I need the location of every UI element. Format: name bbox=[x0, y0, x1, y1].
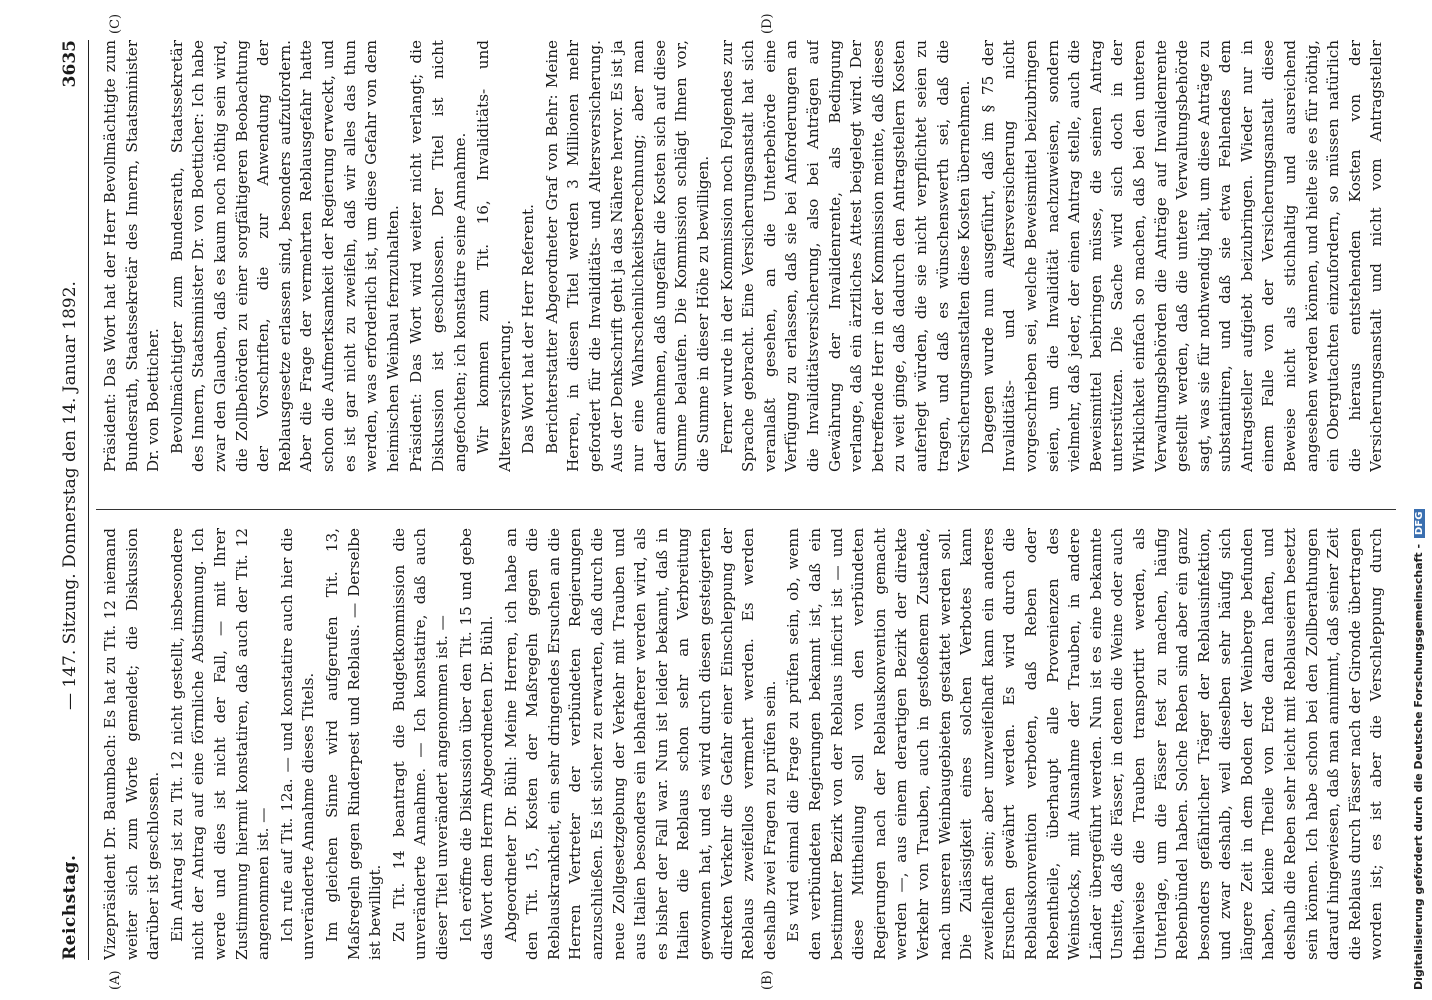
paragraph: Präsident: Das Wort wird weiter nicht verlangt; die Diskussion ist geschlossen. Der Titel ist nicht angefochten; ich konstatire seine Annahme. bbox=[407, 40, 469, 472]
column-divider bbox=[96, 509, 1396, 510]
paragraph: Ferner wurde in der Kommission noch Folgendes zur Sprache gebracht. Eine Versicherungsanstalt hat sich veranlaßt gesehen, an die Unterbehörde eine Verfügung zu erlassen, daß sie bei Anforderungen an die Invaliditätsversicherung, also bei Anträgen auf Gewährung der Invalidenrente, als Bedingung verlange, daß ein ärztliches Attest beigelegt wird. Der betreffende Herr in der Kommission meinte, daß dieses zu weit ginge, daß dadurch den Antragstellern Kosten auferlegt würden, die sie nicht verpflichtet seien zu tragen, und daß es wünschenswerth sei, daß die Versicherungsanstalten diese Kosten übernehmen. bbox=[717, 40, 974, 472]
header-rule bbox=[88, 40, 89, 960]
header-left: Reichstag. bbox=[60, 854, 80, 960]
paragraph: Bevollmächtigter zum Bundesrath, Staatssekretär des Innern, Staatsminister Dr. von Boetticher: Ich habe zwar den Glauben, daß es kaum noch nöthig sein wird, die Zollbehörden zu einer sorgfältigeren Beobachtung der Vorschriften, die zur Anwendung der Reblausgesetze erlassen sind, besonders aufzufordern. Aber die Frage der vermehrten Reblausgefahr hatte schon die Aufmerksamkeit der Regierung erweckt, und es ist gar nicht zu zweifeln, daß wir alles das thun werden, was erforderlich ist, um diese Gefahr von dem heimischen Weinbau fernzuhalten. bbox=[167, 40, 402, 472]
paragraph: Präsident: Das Wort hat der Herr Bevollmächtigte zum Bundesrath, Staatssekretär des Innern, Staatsminister Dr. von Boetticher. bbox=[101, 40, 163, 472]
paragraph: Es wird einmal die Frage zu prüfen sein, ob, wenn den verbündeten Regierungen bekannt ist, daß ein bestimmter Bezirk von der Reblaus inficirt ist — und diese Mittheilung soll von den verbündeten Regierungen nach der Reblauskonvention gemacht werden —, aus einem derartigen Bezirk der direkte Verkehr von Trauben, auch in gestoßenem Zustande, nach unseren Weinbaugebieten gestattet werden soll. Die Zulässigkeit eines solchen Verbotes kann zweifelhaft sein; aber unzweifelhaft kann ein anderes Ersuchen gewährt werden. Es wird durch die Reblauskonvention verboten, daß Reben oder Rebentheile, überhaupt alle Provenienzen des Weinstocks, mit Ausnahme der Trauben, in andere Länder übergeführt werden. Nun ist es eine bekannte Unsitte, daß die Fässer, in denen die Weine oder auch theilweise die Trauben transportirt werden, als Unterlage, um die Fässer fest zu machen, häufig Rebenbündel haben. Solche Reben sind aber ein ganz besonders gefährlicher Träger der Reblausinfektion, und zwar deshalb, weil dieselben sehr häufig sich längere Zeit in dem Boden der Weinberge befunden haben, kleine Theile von Erde daran haften, und deshalb die Reben sehr leicht mit Reblauseiern besetzt sein können. Ich habe schon bei den Zollberathungen darauf hingewiesen, daß man annimmt, daß seiner Zeit die Reblaus durch Fässer nach der Gironde übertragen worden ist; es ist aber die Verschleppung durch bbox=[784, 528, 1386, 960]
paragraph: Im gleichen Sinne wird aufgerufen Tit. 13, Maßregeln gegen Rinderpest und Reblaus. — Derselbe ist bewilligt. bbox=[322, 528, 385, 960]
paragraph: Das Wort hat der Herr Referent. bbox=[519, 204, 538, 454]
paragraph: Wir kommen zum Tit. 16, Invaliditäts- und Altersversicherung. bbox=[474, 40, 514, 472]
paragraph: Ich eröffne die Diskussion über den Tit. 15 und gebe das Wort dem Herrn Abgeordneten Dr. Bühl. bbox=[456, 528, 497, 960]
dfg-credit-text: Digitalisierung gefördert durch die Deutsche Forschungsgemeinschaft - bbox=[1412, 543, 1425, 990]
margin-mark-a: (A) bbox=[108, 970, 123, 990]
column-right bbox=[100, 40, 1390, 472]
page-number: 3635 bbox=[60, 40, 80, 88]
paragraph: Abgeordneter Dr. Bühl: Meine Herren, ich habe an den Tit. 15, Kosten der Maßregeln gegen die Reblauskrankheit, ein sehr dringendes Ersuchen an die Herren Vertreter der verbündeten Regierungen anzuschließen. Es ist sicher zu erwarten, daß durch die neue Zollgesetzgebung der Verkehr mit Trauben und aus Italien besonders ein lebhafterer werden wird, als es bisher der Fall war. Nun ist leider bekannt, daß in Italien die Reblaus schon sehr an Verbreitung gewonnen hat, und es wird durch diesen gesteigerten direkten Verkehr die Gefahr einer Einschleppung der Reblaus zweifellos vermehrt werden. Es werden deshalb zwei Fragen zu prüfen sein. bbox=[501, 528, 779, 960]
header-center: — 147. Sitzung. Donnerstag den 14. Januar 1892. bbox=[60, 281, 80, 710]
paragraph: Vizepräsident Dr. Baumbach: Es hat zu Tit. 12 niemand weiter sich zum Worte gemeldet; die Diskussion darüber ist geschlossen. bbox=[101, 528, 163, 960]
paragraph: Berichterstatter Abgeordneter Graf von Behr: Meine Herren, in diesen Titel werden 3 Millionen mehr gefordert für die Invaliditäts- und Altersversicherung. Aus der Denkschrift geht ja das Nähere hervor. Es ist ja nur eine Wahrscheinlichkeitsberechnung; aber man darf annehmen, daß ungefähr die Kosten sich auf diese Summe belaufen. Die Kommission schlägt Ihnen vor, die Summe in dieser Höhe zu bewilligen. bbox=[542, 40, 713, 472]
dfg-logo: DFG bbox=[1414, 509, 1425, 538]
paragraph: Dagegen wurde nun ausgeführt, daß im § 75 der Invaliditäts- und Altersversicherung nicht vorgeschrieben sei, welche Beweismittel beizubringen seien, um die Invalidität nachzuweisen, sondern vielmehr, daß jeder, der einen Antrag stelle, auch die Beweismittel beibringen müsse, die seinen Antrag unterstützen. Die Sache wird sich doch in der Wirklichkeit einfach so machen, daß bei den unteren Verwaltungsbehörden die Anträge auf Invalidenrente gestellt werden, daß die untere Verwaltungsbehörde sagt, was sie für nothwendig hält, um diese Anträge zu substantiiren, und daß sie etwa Fehlendes dem Antragsteller aufgiebt beizubringen. Wieder nur in einem Falle von der Versicherungsanstalt diese Beweise nicht als stichhaltig und ausreichend angesehen werden können, und hielte sie es für nöthig, ein Obergutachten einzufordern, so müssen natürlich die hieraus entstehenden Kosten von der Versicherungsanstalt und nicht vom Antragsteller bbox=[978, 40, 1386, 472]
margin-mark-d: (D) bbox=[760, 13, 775, 34]
paragraph: Zu Tit. 14 beantragt die Budgetkommission die unveränderte Annahme. — Ich konstatire, daß auch dieser Titel unverändert angenommen ist. — bbox=[389, 528, 451, 960]
page-header bbox=[52, 40, 92, 960]
margin-mark-b: (B) bbox=[760, 970, 775, 990]
paragraph: Ich rufe auf Tit. 12a. — und konstatire auch hier die unveränderte Annahme dieses Titels. bbox=[277, 528, 318, 960]
margin-mark-c: (C) bbox=[108, 13, 123, 34]
paragraph: Ein Antrag ist zu Tit. 12 nicht gestellt, insbesondere nicht der Antrag auf eine förmliche Abstimmung. Ich werde und dies ist nicht der Fall, — mit Ihrer Zustimmung hiermit konstatiren, daß auch der Tit. 12 angenommen ist. — bbox=[167, 528, 273, 960]
dfg-credit bbox=[1412, 10, 1425, 990]
column-left bbox=[100, 528, 1390, 960]
